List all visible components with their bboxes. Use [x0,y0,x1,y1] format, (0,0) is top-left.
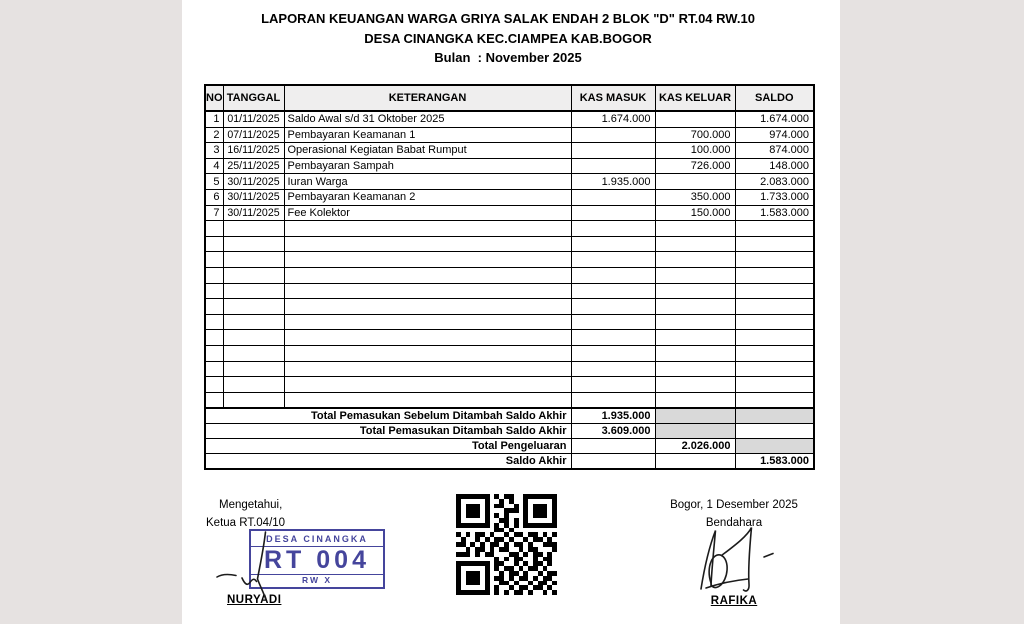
place-date-label: Bogor, 1 Desember 2025 [670,499,798,511]
summary-kas_masuk [571,454,655,470]
cell-kas_keluar: 350.000 [655,189,735,205]
summary-kas_masuk [571,439,655,454]
cell-empty [205,221,223,237]
cell-empty [655,283,735,299]
cell-empty [205,345,223,361]
cell-keterangan: Pembayaran Sampah [284,158,571,174]
ledger-row [205,205,814,221]
cell-empty [571,392,655,408]
cell-empty [284,267,571,283]
cell-empty [205,361,223,377]
cell-saldo: 1.583.000 [735,205,814,221]
cell-empty [205,299,223,315]
ledger-row [205,143,814,159]
ledger-row [205,158,814,174]
cell-empty [223,345,284,361]
cell-no: 2 [205,127,223,143]
cell-no: 7 [205,205,223,221]
cell-empty [735,267,814,283]
qr-code [456,494,557,595]
cell-kas_masuk [571,127,655,143]
cell-kas_masuk: 1.674.000 [571,111,655,127]
summary-saldo: 1.583.000 [735,454,814,470]
signature-right-stroke [701,531,716,590]
empty-row [205,392,814,408]
cell-empty [284,283,571,299]
cell-empty [223,330,284,346]
rt-stamp [249,529,385,589]
cell-empty [735,361,814,377]
cell-kas_masuk [571,143,655,159]
summary-row [205,454,814,470]
empty-row [205,221,814,237]
summary-row [205,424,814,439]
cell-empty [205,377,223,393]
cell-empty [223,252,284,268]
cell-empty [735,283,814,299]
summary-row [205,439,814,454]
summary-saldo [735,439,814,454]
cell-no: 1 [205,111,223,127]
left-signature-block [206,497,285,532]
signature-right-stroke [709,555,727,588]
empty-row [205,252,814,268]
ketua-rt-label: Ketua RT.04/10 [206,516,286,529]
cell-empty [284,330,571,346]
cell-empty [223,267,284,283]
cell-empty [655,361,735,377]
cell-saldo: 1.733.000 [735,189,814,205]
cell-empty [284,392,571,408]
bendahara-label: Bendahara [705,516,763,529]
cell-empty [571,330,655,346]
cell-empty [655,392,735,408]
cell-empty [655,345,735,361]
signer-name-nuryadi: NURYADI [227,594,282,606]
header-row [205,85,814,111]
summary-kas_masuk: 1.935.000 [571,408,655,424]
report-title-line2: DESA CINANGKA KEC.CIAMPEA KAB.BOGOR [364,30,652,46]
cell-empty [205,252,223,268]
cell-keterangan: Saldo Awal s/d 31 Oktober 2025 [284,111,571,127]
empty-row [205,299,814,315]
empty-row [205,361,814,377]
summary-label: Total Pemasukan Ditambah Saldo Akhir [205,424,571,439]
cell-empty [223,299,284,315]
cell-no: 5 [205,174,223,190]
cell-empty [205,236,223,252]
empty-row [205,283,814,299]
cell-empty [571,236,655,252]
col-header-saldo: SALDO [735,85,814,111]
cell-empty [284,361,571,377]
summary-kas_masuk: 3.609.000 [571,424,655,439]
summary-kas_keluar [655,408,735,424]
cell-empty [735,299,814,315]
cell-keterangan: Iuran Warga [284,174,571,190]
ledger-body [205,111,814,469]
cell-keterangan: Pembayaran Keamanan 1 [284,127,571,143]
signature-right-stroke [764,554,773,558]
report-month-line: Bulan : November 2025 [434,50,582,65]
summary-kas_keluar [655,424,735,439]
signature-left-stroke [217,575,236,577]
cell-empty [655,236,735,252]
report-sheet [182,0,840,624]
cell-tanggal: 30/11/2025 [223,205,284,221]
cell-empty [205,330,223,346]
cell-empty [735,252,814,268]
cell-kas_masuk [571,205,655,221]
cell-empty [205,392,223,408]
cell-empty [223,283,284,299]
signature-right-stroke [706,579,748,588]
empty-row [205,345,814,361]
cell-empty [735,314,814,330]
cell-empty [223,361,284,377]
summary-saldo [735,424,814,439]
cell-saldo: 1.674.000 [735,111,814,127]
cell-empty [284,221,571,237]
signature-right-stroke [722,528,752,591]
cell-empty [735,345,814,361]
cell-empty [571,361,655,377]
ledger-row [205,189,814,205]
cell-empty [284,236,571,252]
cell-empty [571,299,655,315]
empty-row [205,267,814,283]
col-header-kas-keluar: KAS KELUAR [655,85,735,111]
cell-empty [223,236,284,252]
cell-empty [223,392,284,408]
summary-kas_keluar [655,454,735,470]
qr-module [552,590,557,595]
cell-keterangan: Fee Kolektor [284,205,571,221]
summary-label: Total Pengeluaran [205,439,571,454]
empty-row [205,330,814,346]
cell-empty [223,314,284,330]
summary-saldo [735,408,814,424]
cell-keterangan: Operasional Kegiatan Babat Rumput [284,143,571,159]
ledger-row [205,127,814,143]
cell-empty [205,314,223,330]
col-header-no: NO [205,85,223,111]
right-signature-block [654,497,814,532]
cell-empty [223,221,284,237]
cell-empty [655,314,735,330]
empty-row [205,314,814,330]
cell-saldo: 974.000 [735,127,814,143]
cell-tanggal: 30/11/2025 [223,189,284,205]
cell-empty [655,252,735,268]
cell-empty [735,236,814,252]
cell-empty [571,314,655,330]
cell-empty [655,299,735,315]
cell-empty [571,377,655,393]
cell-empty [205,283,223,299]
cell-kas_keluar: 100.000 [655,143,735,159]
cell-tanggal: 01/11/2025 [223,111,284,127]
cell-empty [284,299,571,315]
cell-kas_keluar: 726.000 [655,158,735,174]
cell-saldo: 874.000 [735,143,814,159]
cell-kas_keluar [655,174,735,190]
empty-row [205,236,814,252]
summary-label: Saldo Akhir [205,454,571,470]
col-header-kas-masuk: KAS MASUK [571,85,655,111]
cell-empty [655,221,735,237]
cell-no: 6 [205,189,223,205]
stamp-rw-label: RW X [301,575,333,585]
report-title-line1: LAPORAN KEUANGAN WARGA GRIYA SALAK ENDAH 2 BLOK "D" RT.04 RW.10 [261,11,755,26]
stamp-desa-label: DESA CINANGKA [251,531,383,547]
cell-kas_masuk [571,158,655,174]
cell-empty [735,377,814,393]
cell-empty [284,252,571,268]
cell-tanggal: 16/11/2025 [223,143,284,159]
cell-kas_masuk: 1.935.000 [571,174,655,190]
cell-empty [284,314,571,330]
cell-kas_keluar: 700.000 [655,127,735,143]
cell-empty [735,221,814,237]
cell-tanggal: 30/11/2025 [223,174,284,190]
cell-keterangan: Pembayaran Keamanan 2 [284,189,571,205]
cell-empty [571,252,655,268]
cell-empty [735,392,814,408]
cell-kas_keluar: 150.000 [655,205,735,221]
cell-empty [655,330,735,346]
cell-empty [284,377,571,393]
cell-no: 4 [205,158,223,174]
cell-saldo: 148.000 [735,158,814,174]
stamp-rt-label: RT 004 [251,547,383,575]
cell-empty [735,330,814,346]
cell-tanggal: 25/11/2025 [223,158,284,174]
empty-row [205,377,814,393]
cell-empty [571,221,655,237]
summary-kas_keluar: 2.026.000 [655,439,735,454]
cell-empty [571,345,655,361]
cell-empty [571,267,655,283]
cell-empty [655,267,735,283]
cell-empty [571,283,655,299]
cell-kas_keluar [655,111,735,127]
col-header-tanggal: TANGGAL [223,85,284,111]
report-title [204,9,812,68]
cell-tanggal: 07/11/2025 [223,127,284,143]
summary-row [205,408,814,424]
summary-label: Total Pemasukan Sebelum Ditambah Saldo Akhir [205,408,571,424]
cell-empty [284,345,571,361]
cell-saldo: 2.083.000 [735,174,814,190]
signer-name-rafika: RAFIKA [710,595,758,607]
cell-empty [205,267,223,283]
cell-kas_masuk [571,189,655,205]
cell-empty [655,377,735,393]
cell-empty [223,377,284,393]
ledger-row [205,111,814,127]
col-header-keterangan: KETERANGAN [284,85,571,111]
mengetahui-label: Mengetahui, [219,499,283,511]
ledger-table [204,84,815,470]
cell-no: 3 [205,143,223,159]
ledger-row [205,174,814,190]
